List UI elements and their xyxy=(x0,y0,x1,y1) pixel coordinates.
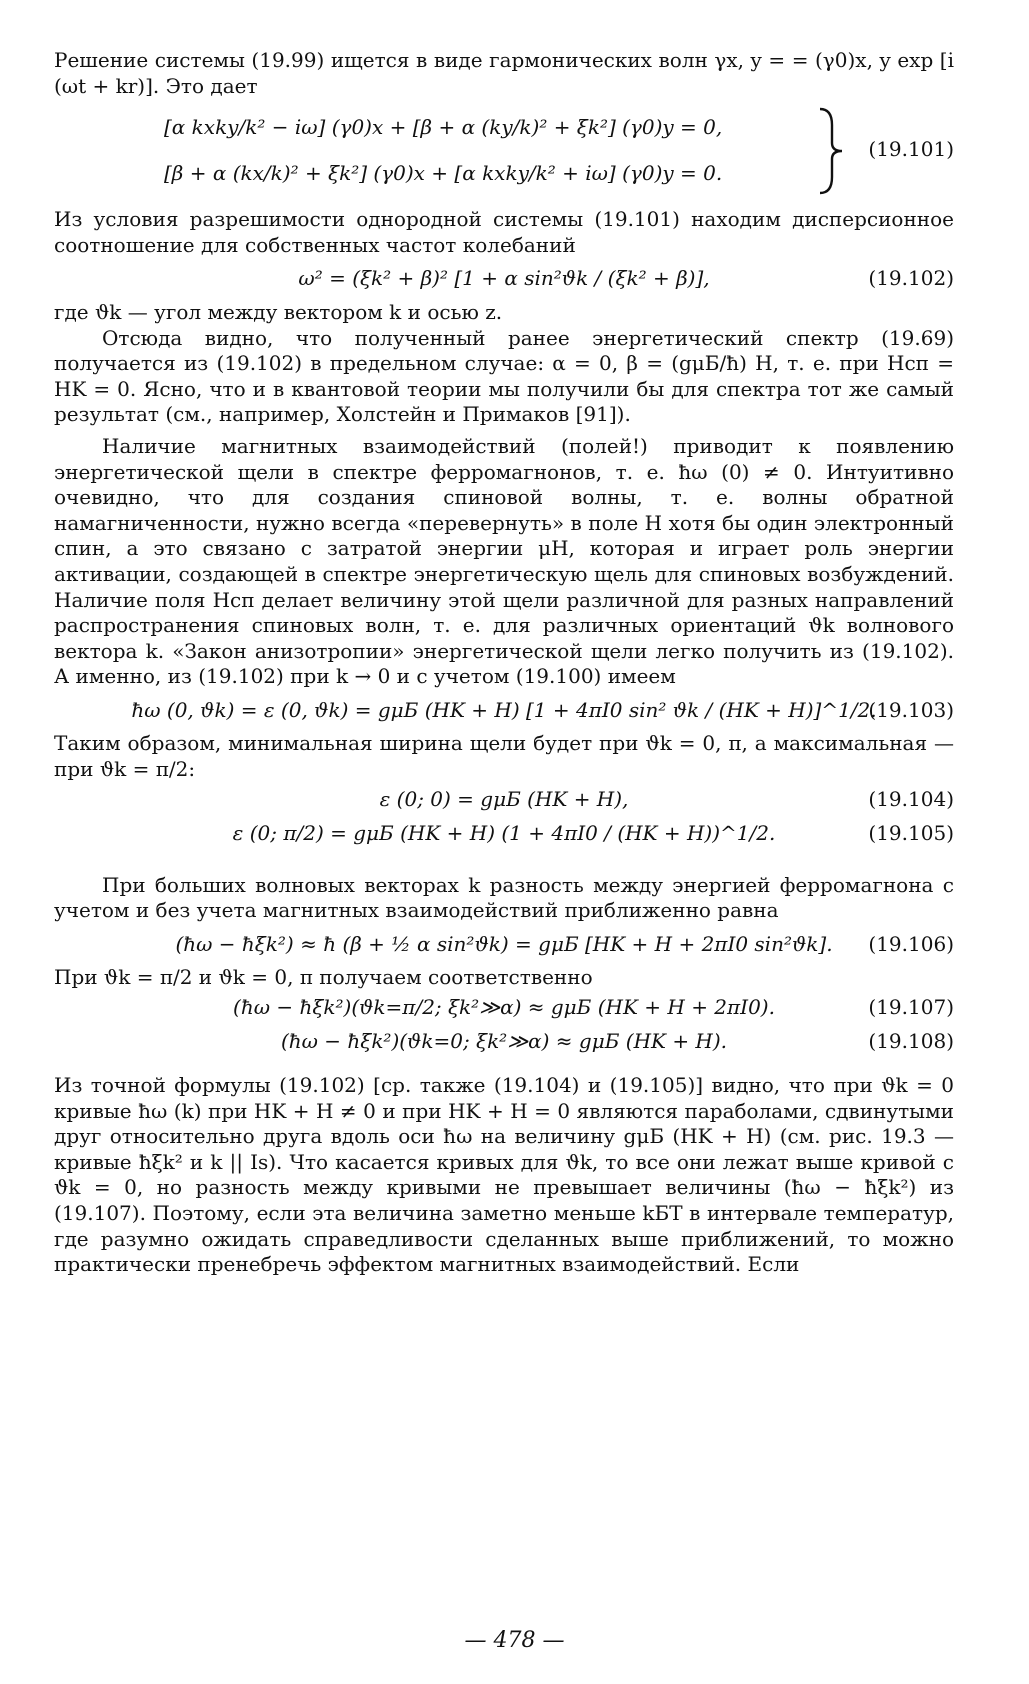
paragraph-9: Из точной формулы (19.102) [ср. также (19.104) и (19.105)] видно, что при ϑk = 0 кривые ħω (k) при HK + H ≠ 0 и при HK + H = 0 являются параболами, сдвинутыми друг относительно друга вдоль оси ħω на величину gμБ (HK + H) (см. рис. 19.3 — кривые ħξk² и k || Is). Что касается кривых для ϑk, то все они лежат выше кривой с ϑk = 0, но разность между кривыми не превышает величины (ħω − ħξk²) из (19.107). Поэтому, если эта величина заметно меньше kБT в интервале температур, где разумно ожидать справедливости сделанных выше приближений, то можно практически пренебречь эффектом магнитных взаимодействий. Если xyxy=(54,1073,954,1277)
paragraph-4: Отсюда видно, что полученный ранее энергетический спектр (19.69) получается из (19.102) в предельном случае: α = 0, β = (gμБ/ħ) H, т. е. при Hсп = HK = 0. Ясно, что и в квантовой теории мы получили бы для спектра тот же самый результат (см., например, Холстейн и Примаков [91]). xyxy=(54,325,954,427)
equation-row-2: [β + α (kx/k)² + ξk²] (γ0)x + [α kxky/k² + iω] (γ0)y = 0. xyxy=(164,161,723,186)
equation-number: (19.101) xyxy=(868,137,954,162)
equation-19-103 xyxy=(54,698,954,724)
equation-19-104 xyxy=(54,783,954,817)
paragraph-5: Наличие магнитных взаимодействий (полей!) приводит к появлению энергетической щели в спектре ферромагнонов, т. е. ħω (0) ≠ 0. Интуитивно очевидно, что для создания спиновой волны, т. е. волны обратной намагниченности, нужно всегда «перевернуть» в поле H хотя бы один электронный спин, а это связано с затратой энергии μH, которая и играет роль энергии активации, создающей в спектре энергетическую щель для спиновых возбуждений. Наличие поля Hсп делает величину этой щели различной для разных направлений распространения спиновых волн, т. е. для различных ориентаций ϑk волнового вектора k. «Закон анизотропии» энергетической щели легко получить из (19.102). А именно, из (19.102) при k → 0 и с учетом (19.100) имеем xyxy=(54,433,954,689)
equation-system-rows xyxy=(164,105,824,197)
equations-19-107-108 xyxy=(54,991,954,1059)
paragraph-3: где ϑk — угол между вектором k и осью z. xyxy=(54,299,503,324)
equation-body: ω² = (ξk² + β)² [1 + α sin²ϑk / (ξk² + β)], xyxy=(298,266,710,291)
equations-19-104-105 xyxy=(54,783,954,851)
equation-system-19-101 xyxy=(54,105,954,197)
equation-row-1: [α kxky/k² − iω] (γ0)x + [β + α (ky/k)² + ξk²] (γ0)y = 0, xyxy=(164,115,723,140)
right-brace-icon xyxy=(814,105,854,197)
equation-19-102 xyxy=(54,266,954,292)
equation-19-107 xyxy=(54,991,954,1025)
paragraph-2: Из условия разрешимости однородной системы (19.101) находим дисперсионное соотношение для собственных частот колебаний xyxy=(54,207,954,257)
equation-number: (19.108) xyxy=(868,1029,954,1054)
paragraph-6: Таким образом, минимальная ширина щели будет при ϑk = 0, π, а максимальная — при ϑk = π/2: xyxy=(54,731,954,782)
paragraph-8: При ϑk = π/2 и ϑk = 0, π получаем соответственно xyxy=(54,965,593,990)
equation-number: (19.107) xyxy=(868,995,954,1020)
equation-body: ε (0; 0) = gμБ (HK + H), xyxy=(379,786,629,811)
equation-19-105 xyxy=(54,817,954,851)
equation-body: (ħω − ħξk²)(ϑk=0; ξk²≫α) ≈ gμБ (HK + H). xyxy=(280,1029,728,1054)
paragraph-7: При больших волновых векторах k разность между энергией ферромагнона с учетом и без учета магнитных взаимодействий приближенно равна xyxy=(54,872,954,923)
equation-number: (19.102) xyxy=(868,266,954,291)
equation-number: (19.103) xyxy=(868,697,954,722)
equation-body: ε (0; π/2) = gμБ (HK + H) (1 + 4πI0 / (HK + H))^1/2. xyxy=(232,820,776,845)
equation-body: (ħω − ħξk²) ≈ ħ (β + ½ α sin²ϑk) = gμБ [HK + H + 2πI0 sin²ϑk]. xyxy=(175,931,833,956)
equation-number: (19.106) xyxy=(868,931,954,956)
page-content xyxy=(54,48,954,1278)
equation-19-106 xyxy=(54,932,954,958)
equation-number: (19.104) xyxy=(868,786,954,811)
equation-body: ħω (0, ϑk) = ε (0, ϑk) = gμБ (HK + H) [1 + 4πI0 sin² ϑk / (HK + H)]^1/2. xyxy=(131,697,877,722)
paragraph-1: Решение системы (19.99) ищется в виде гармонических волн γx, y = = (γ0)x, y exp [i (ωt + kr)]. Это дает xyxy=(54,48,954,98)
equation-number: (19.105) xyxy=(868,820,954,845)
equation-19-108 xyxy=(54,1025,954,1059)
page-number: — 478 — xyxy=(464,1628,565,1653)
equation-body: (ħω − ħξk²)(ϑk=π/2; ξk²≫α) ≈ gμБ (HK + H + 2πI0). xyxy=(233,995,775,1020)
